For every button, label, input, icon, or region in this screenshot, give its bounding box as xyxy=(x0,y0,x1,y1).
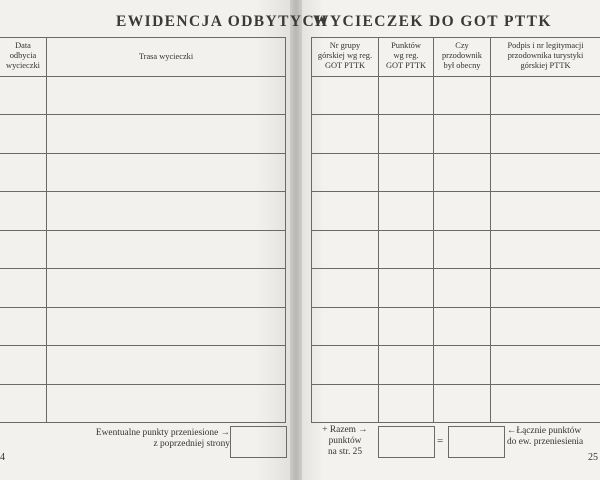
right-table-bottom-border xyxy=(311,422,600,423)
left-page xyxy=(0,0,292,480)
right-table-row-line xyxy=(311,153,600,154)
left-table-row-line xyxy=(0,230,286,231)
carried-points-box[interactable] xyxy=(230,426,287,458)
left-table-row-line xyxy=(0,153,286,154)
total-points-box[interactable] xyxy=(448,426,505,458)
left-page-title: EWIDENCJA ODBYTYCH xyxy=(116,13,329,30)
right-table-header-border xyxy=(311,76,600,77)
right-page-number: 25 xyxy=(588,452,598,463)
column-header-date: Data odbycia wycieczki xyxy=(6,41,40,70)
right-table-col-divider xyxy=(433,37,434,422)
left-table-header-border xyxy=(0,76,286,77)
left-table-row-line xyxy=(0,114,286,115)
right-table-row-line xyxy=(311,384,600,385)
right-table-col-divider xyxy=(490,37,491,422)
right-table-row-line xyxy=(311,307,600,308)
left-table-row-line xyxy=(0,307,286,308)
column-header-guide-present: Czy przodownik był obecny xyxy=(441,41,482,70)
right-table-left-border xyxy=(311,37,312,422)
equals-sign: = xyxy=(437,435,444,447)
column-header-guide-signature: Podpis i nr legitymacji przodownika turystyki górskiej PTTK xyxy=(507,41,584,70)
column-header-group: Nr grupy górskiej wg reg. GOT PTTK xyxy=(317,41,373,70)
total-points-label: ←Łącznie punktów do ew. przeniesienia xyxy=(507,426,584,447)
right-table-row-line xyxy=(311,114,600,115)
left-table-right-border xyxy=(285,37,286,422)
left-table-col-divider xyxy=(46,37,47,422)
sum-points-box[interactable] xyxy=(378,426,435,458)
right-table-top-border xyxy=(311,37,600,38)
column-header-route: Trasa wycieczki xyxy=(138,52,194,61)
column-header-points: Punktów wg reg. GOT PTTK xyxy=(385,41,427,70)
right-table-col-divider xyxy=(378,37,379,422)
left-table-row-line xyxy=(0,345,286,346)
left-table-row-line xyxy=(0,268,286,269)
left-table-top-border xyxy=(0,37,286,38)
carried-points-label: Ewentualne punkty przeniesione → z poprzedniej strony xyxy=(95,428,230,449)
left-table-row-line xyxy=(0,384,286,385)
right-page-title: WYCIECZEK DO GOT PTTK xyxy=(313,13,552,30)
left-table-row-line xyxy=(0,191,286,192)
right-table-row-line xyxy=(311,345,600,346)
sum-points-label: + Razem → punktów na str. 25 xyxy=(322,425,368,457)
left-page-number: 4 xyxy=(0,452,5,463)
right-page xyxy=(300,0,600,480)
right-table-row-line xyxy=(311,230,600,231)
right-table-row-line xyxy=(311,191,600,192)
right-table-row-line xyxy=(311,268,600,269)
left-table-bottom-border xyxy=(0,422,286,423)
book-gutter xyxy=(290,0,302,480)
